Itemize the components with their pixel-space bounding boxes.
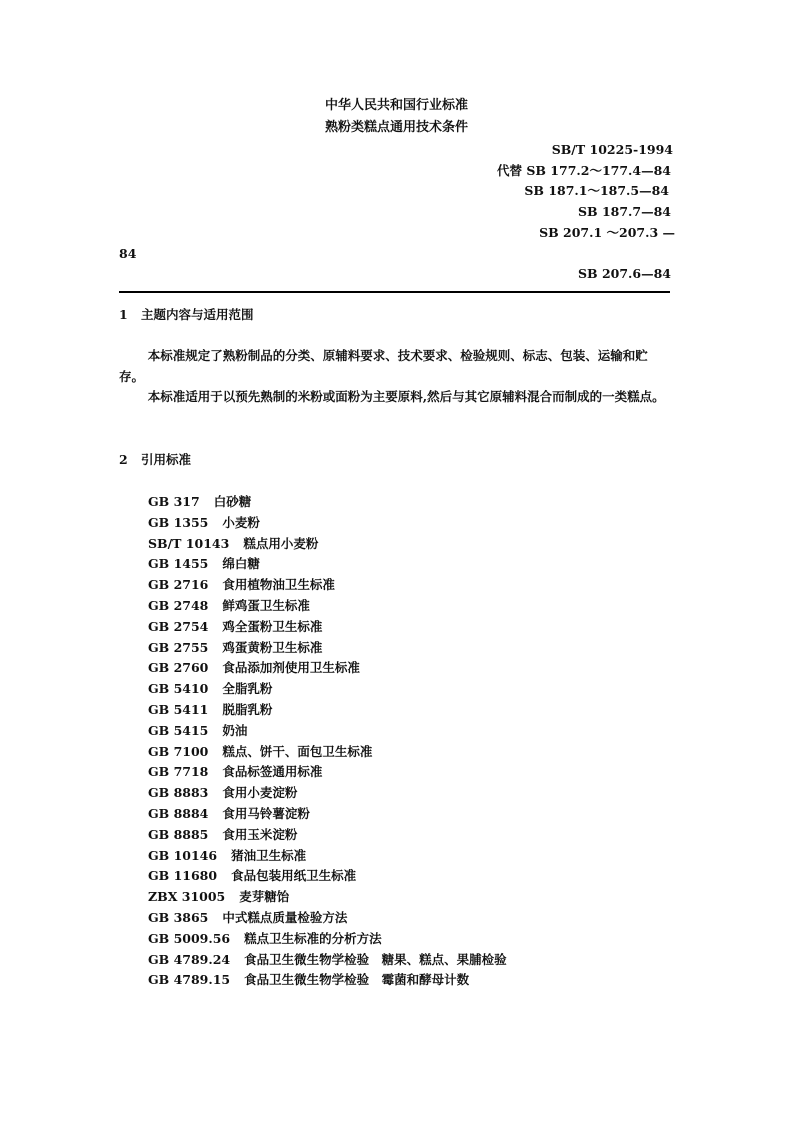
- reference-code: GB 8884: [148, 805, 209, 821]
- reference-code: GB 5415: [148, 722, 209, 738]
- section-title: 主题内容与适用范围: [141, 307, 254, 322]
- reference-name: 全脂乳粉: [222, 681, 273, 697]
- application-paragraph: 本标准适用于以预先熟制的米粉或面粉为主要原料,然后与其它原辅料混合而制成的一类糕点。: [147, 389, 665, 404]
- reference-code: GB 2748: [148, 597, 209, 613]
- reference-code: ZBX 31005: [148, 889, 226, 905]
- reference-item: [148, 868, 507, 889]
- reference-name: 食品卫生微生物学检验 糖果、糕点、果脯检验: [244, 951, 507, 967]
- reference-item: [148, 536, 507, 557]
- reference-code: GB 317: [148, 494, 200, 509]
- reference-code: GB 2755: [148, 639, 209, 655]
- reference-item: [148, 640, 507, 661]
- reference-code: GB 5009.56: [148, 930, 231, 946]
- reference-item: [148, 723, 507, 744]
- reference-item: [148, 515, 507, 536]
- reference-item: [148, 744, 507, 765]
- reference-item: [148, 702, 507, 723]
- reference-name: 糕点卫生标准的分析方法: [244, 930, 382, 946]
- section-title: 引用标准: [141, 452, 192, 467]
- reference-name: 中式糕点质量检验方法: [222, 909, 348, 925]
- section-2-heading: [119, 452, 191, 468]
- reference-code: GB 8885: [148, 826, 209, 842]
- document-header-title: 中华人民共和国行业标准: [324, 98, 468, 113]
- reference-item: [148, 764, 507, 785]
- reference-name: 食用马铃薯淀粉: [222, 805, 310, 821]
- reference-code: SB/T 10143: [148, 535, 230, 551]
- reference-code: GB 1455: [148, 556, 209, 572]
- reference-item: [148, 577, 507, 598]
- reference-item: [148, 972, 507, 993]
- reference-item: [148, 660, 507, 681]
- reference-name: 糕点用小麦粉: [243, 535, 319, 551]
- header-divider: [119, 291, 670, 293]
- replaces-line: SB 207.1 ～207.3 —: [539, 225, 675, 240]
- reference-code: GB 8883: [148, 785, 209, 801]
- reference-name: 糕点、饼干、面包卫生标准: [222, 743, 373, 759]
- reference-name: 食用小麦淀粉: [222, 785, 298, 801]
- reference-code: GB 4789.24: [148, 951, 231, 967]
- reference-name: 鸡蛋黄粉卫生标准: [222, 639, 323, 655]
- replaces-line: 84: [119, 246, 137, 261]
- reference-name: 食品卫生微生物学检验 霉菌和酵母计数: [244, 972, 470, 988]
- section-number: 2: [119, 452, 128, 467]
- reference-name: 食用玉米淀粉: [222, 826, 298, 842]
- reference-code: GB 2760: [148, 660, 209, 676]
- reference-name: 脱脂乳粉: [222, 701, 273, 717]
- reference-item: [148, 910, 507, 931]
- standard-number: SB/T 10225-1994: [551, 142, 673, 157]
- reference-code: GB 10146: [148, 847, 218, 863]
- reference-name: 食品包装用纸卫生标准: [231, 868, 357, 884]
- reference-code: GB 11680: [148, 868, 218, 884]
- document-title: 熟粉类糕点通用技术条件: [324, 120, 468, 135]
- reference-name: 鸡全蛋粉卫生标准: [222, 618, 323, 634]
- reference-name: 猪油卫生标准: [231, 847, 307, 863]
- section-1-heading: [119, 307, 254, 323]
- reference-item: [148, 952, 507, 973]
- reference-item: [148, 556, 507, 577]
- reference-item: [148, 681, 507, 702]
- reference-item: [148, 785, 507, 806]
- reference-name: 绵白糖: [222, 556, 260, 572]
- reference-code: GB 5410: [148, 681, 209, 697]
- reference-name: 小麦粉: [222, 514, 260, 530]
- reference-name: 食品标签通用标准: [222, 764, 323, 780]
- reference-name: 麦芽糖饴: [239, 889, 290, 905]
- reference-code: GB 2754: [148, 618, 209, 634]
- replaces-line: 代替 SB 177.2～177.4—84: [497, 163, 671, 178]
- section-number: 1: [119, 307, 128, 322]
- reference-code: GB 4789.15: [148, 972, 231, 988]
- reference-name: 鲜鸡蛋卫生标准: [222, 597, 310, 613]
- reference-item: [148, 494, 507, 515]
- reference-code: GB 2716: [148, 577, 209, 593]
- reference-item: [148, 848, 507, 869]
- reference-item: [148, 827, 507, 848]
- reference-name: 食品添加剂使用卫生标准: [222, 660, 360, 676]
- reference-name: 白砂糖: [213, 494, 252, 509]
- reference-code: GB 7100: [148, 743, 209, 759]
- replaces-line: SB 187.1～187.5—84: [524, 183, 669, 198]
- reference-code: GB 3865: [148, 909, 209, 925]
- reference-name: 食用植物油卫生标准: [222, 577, 335, 593]
- reference-item: [148, 598, 507, 619]
- reference-item: [148, 931, 507, 952]
- reference-item: [148, 619, 507, 640]
- scope-paragraph: 本标准规定了熟粉制品的分类、原辅料要求、技术要求、检验规则、标志、包装、运输和贮存。: [119, 348, 648, 384]
- reference-code: GB 5411: [148, 701, 209, 717]
- replaces-line: SB 187.7—84: [578, 204, 671, 219]
- reference-list: [148, 494, 507, 993]
- replaces-line: SB 207.6—84: [578, 266, 671, 281]
- reference-code: GB 1355: [148, 514, 209, 530]
- reference-item: [148, 806, 507, 827]
- reference-code: GB 7718: [148, 764, 209, 780]
- reference-item: [148, 889, 507, 910]
- reference-name: 奶油: [222, 722, 248, 738]
